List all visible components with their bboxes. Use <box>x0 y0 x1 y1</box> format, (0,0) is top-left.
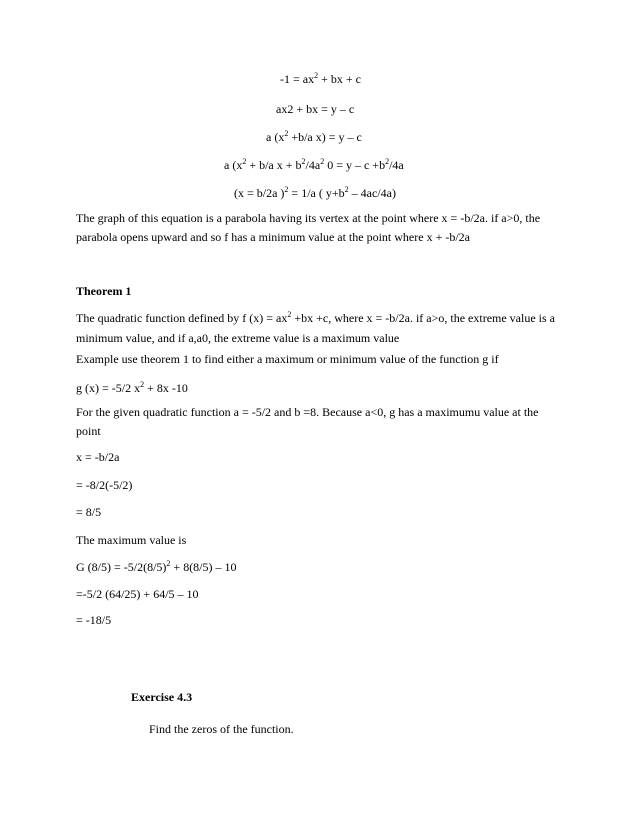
example-text: Example use theorem 1 to find either a maximum or minimum value of the function g if <box>76 352 499 366</box>
parabola-paragraph: The graph of this equation is a parabola having its vertex at the point where x = -b/2a. if a>0, the parabola opens upward and so f has a minimum value at the point where x + -b/2a <box>76 211 541 244</box>
function-definition: g (x) = -5/2 $x^2 + 8x$ -10 <box>76 380 188 395</box>
given-function-paragraph: For the given quadratic function a = -5/2 and b =8. Because a<0, g has a maximumu value at the point <box>76 405 539 438</box>
equation-2: ax2 + bx = y – c <box>276 102 355 116</box>
step-6: = -18/5 <box>76 613 112 627</box>
equation-3: a ($x^2 +b/a$ x) = y – c <box>266 129 362 144</box>
exercise-text: Find the zeros of the function. <box>149 722 294 736</box>
step-1: x = -b/2a <box>76 450 120 464</box>
step-2: = -8/2(-5/2) <box>76 478 133 492</box>
equation-4: a ($x^2 + b/a$ $x + b^2/4a^2$ $0 = y - c +b^2/4a$ <box>224 157 404 172</box>
theorem-heading: Theorem 1 <box>76 284 132 298</box>
equation-1: $-1 = ax^2$ + bx + c <box>280 71 361 86</box>
step-5: =-5/2 (64/25) + 64/5 – 10 <box>76 587 199 601</box>
step-3: = 8/5 <box>76 505 102 519</box>
equation-5: (x = b/2a )$^2$ = 1/a ( $y+b^2 - 4ac/4a$) <box>234 185 396 200</box>
step-g: G $(8/5) = -5/2(8/5)^2 + 8(8/5) - 10$ <box>76 559 237 574</box>
theorem-text: The quadratic function defined by f $(x) = ax^2 +bx +c$, where x = -b/2a. if a>o, the extreme value is a minimum value, and if a,a0, the extreme value is a maximum value <box>76 310 556 345</box>
exercise-heading: Exercise 4.3 <box>131 690 193 704</box>
max-value-label: The maximum value is <box>76 533 187 547</box>
